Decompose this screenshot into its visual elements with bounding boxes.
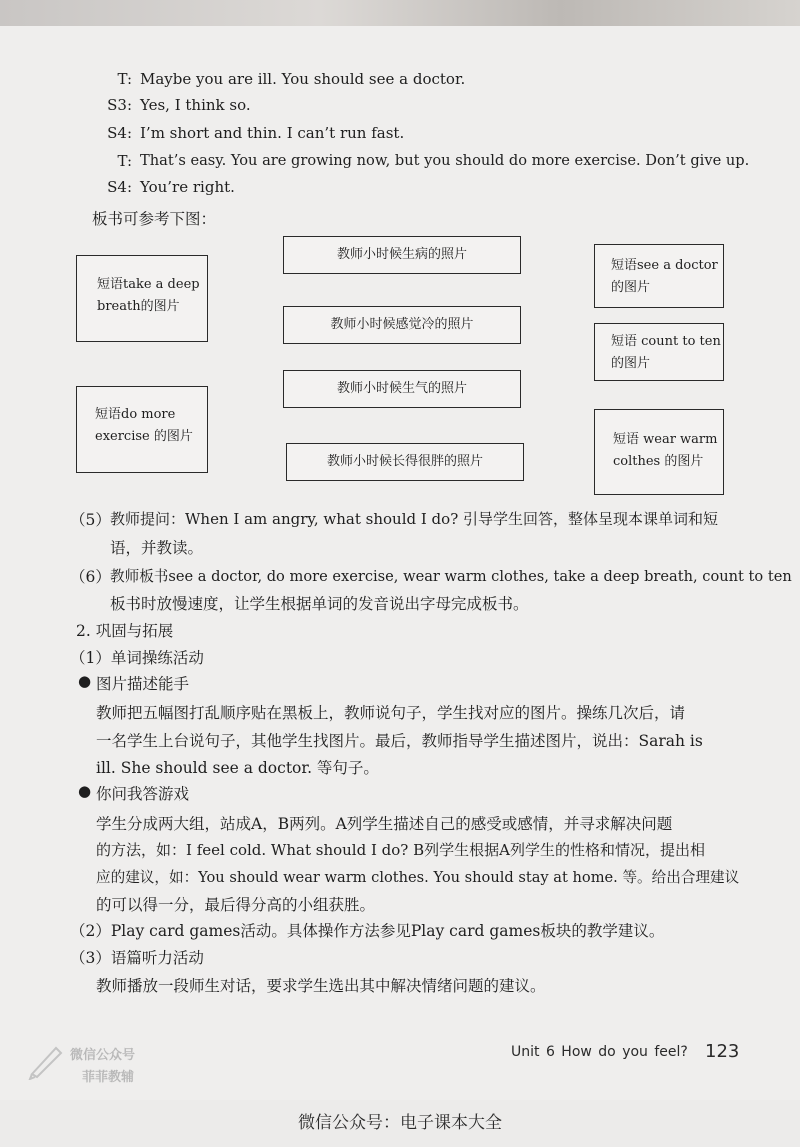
box-text: exercise 的图片: [95, 429, 193, 444]
board-box-teacher-ill-photo: [283, 236, 521, 274]
board-box-take-deep-breath: [76, 255, 208, 342]
board-box-teacher-fat-photo: [286, 443, 524, 481]
unit-label: Unit 6 How do you feel?: [511, 1044, 688, 1060]
paragraph-line: 的可以得一分，最后得分高的小组获胜。: [96, 896, 376, 914]
dialogue-line: I’m short and thin. I can’t run fast.: [140, 124, 405, 142]
box-text: 教师小时候感觉冷的照片: [330, 317, 474, 332]
speaker-label: T:: [117, 70, 132, 88]
dialogue-line: That’s easy. You are growing now, but you should do more exercise. Don’t give up.: [140, 152, 750, 169]
paragraph-line: 教师播放一段师生对话，要求学生选出其中解决情绪问题的建议。: [96, 977, 546, 995]
speaker-label: S4:: [107, 178, 132, 196]
bottom-caption: 微信公众号：电子课本大全: [298, 1113, 502, 1133]
section-title: 2. 巩固与拓展: [76, 622, 174, 640]
step5-text: 教师提问：When I am angry, what should I do? 引导学生回答，整体呈现本课单词和短: [110, 510, 719, 528]
speaker-label: S4:: [107, 124, 132, 142]
dialogue-line: You’re right.: [140, 178, 235, 196]
board-box-teacher-cold-photo: [283, 306, 521, 344]
speaker-label: T:: [117, 152, 132, 170]
subsection-title: （3）语篇听力活动: [70, 949, 204, 967]
watermark: [20, 1032, 170, 1094]
board-intro: 板书可参考下图：: [92, 210, 217, 228]
paragraph-line: 的方法，如：I feel cold. What should I do? B列学生根据A列学生的性格和情况，提出相: [96, 841, 705, 859]
dialogue-line: Maybe you are ill. You should see a doctor.: [140, 70, 466, 88]
paragraph-line: 学生分成两大组，站成A，B两列。A列学生描述自己的感受或感情，并寻求解决问题: [96, 815, 673, 833]
paragraph-line: ill. She should see a doctor. 等句子。: [96, 759, 379, 777]
bullet-title: 你问我答游戏: [96, 785, 190, 803]
box-text: 的图片: [611, 280, 651, 295]
dialogue-line: Yes, I think so.: [140, 96, 251, 114]
subsection-title: （1）单词操练活动: [70, 649, 204, 667]
bullet-title: 图片描述能手: [96, 675, 190, 693]
step-number: （5）: [70, 511, 111, 529]
box-text: 教师小时候生气的照片: [336, 381, 467, 396]
step6-text: 教师板书see a doctor, do more exercise, wear warm clothes, take a deep breath, count to ten: [110, 568, 792, 585]
subsection-title: （2）Play card games活动。具体操作方法参见Play card games板块的教学建议。: [70, 922, 665, 940]
board-box-count-to-ten: [594, 323, 724, 381]
box-text: 短语 wear warm: [613, 432, 718, 447]
box-text: 短语 count to ten: [611, 334, 721, 349]
box-text: 教师小时候生病的照片: [336, 247, 467, 262]
board-box-wear-warm-clothes: [594, 409, 724, 495]
bullet-dot-icon: ●: [78, 672, 92, 690]
watermark-text: 微信公众号: [70, 1048, 136, 1063]
paragraph-line: 应的建议，如：You should wear warm clothes. You should stay at home. 等。给出合理建议: [96, 869, 740, 886]
box-text: colthes 的图片: [613, 454, 704, 469]
watermark-text: 菲菲教辅: [82, 1070, 135, 1085]
step-number: （6）: [70, 568, 111, 586]
step5-text: 语，并教读。: [110, 539, 204, 557]
page-number: 123: [705, 1041, 740, 1062]
step6-text: 板书时放慢速度，让学生根据单词的发音说出字母完成板书。: [110, 595, 529, 613]
board-box-do-more-exercise: [76, 386, 208, 473]
bullet-dot-icon: ●: [78, 782, 92, 800]
board-box-teacher-angry-photo: [283, 370, 521, 408]
box-text: 教师小时候长得很胖的照片: [326, 454, 483, 469]
box-text: breath的图片: [97, 299, 180, 314]
box-text: 短语take a deep: [97, 277, 200, 292]
paragraph-line: 一名学生上台说句子，其他学生找图片。最后，教师指导学生描述图片，说出：Sarah is: [96, 732, 703, 750]
box-text: 短语do more: [95, 407, 176, 422]
speaker-label: S3:: [107, 96, 132, 114]
board-box-see-a-doctor: [594, 244, 724, 308]
pen-icon: [26, 1040, 66, 1080]
box-text: 短语see a doctor: [611, 258, 718, 273]
paragraph-line: 教师把五幅图打乱顺序贴在黑板上，教师说句子，学生找对应的图片。操练几次后，请: [96, 704, 686, 722]
box-text: 的图片: [611, 356, 651, 371]
